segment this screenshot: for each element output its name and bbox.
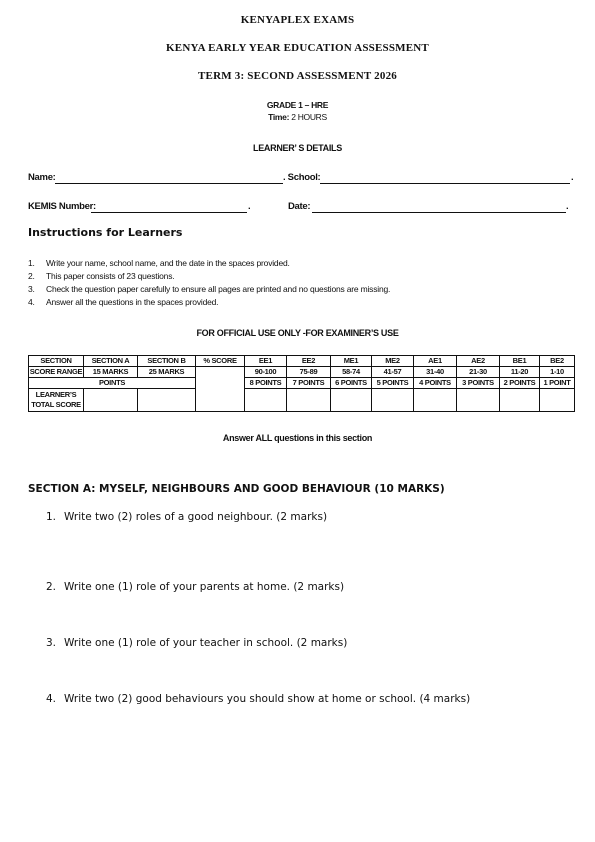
instruction-item: 4. Answer all the questions in the spaces provided. [28,297,219,307]
table-cell: 75-89 [287,367,331,378]
name-field[interactable] [55,173,283,184]
score-cell[interactable] [245,389,287,412]
official-use-heading: FOR OFFICIAL USE ONLY -FOR EXAMINER’S USE [196,328,399,338]
table-cell: 41-57 [372,367,414,378]
score-table [28,355,575,412]
table-cell: 7 POINTS [287,378,331,389]
table-cell: 31-40 [414,367,457,378]
kemis-end-dot: . [248,201,251,212]
section-b-score-cell[interactable] [138,389,196,412]
score-cell[interactable] [331,389,372,412]
name-label: Name: [28,172,56,183]
time-label: Time: [268,112,290,122]
table-cell: 25 MARKS [138,367,196,378]
instruction-item: 3. Check the question paper carefully to ensure all pages are printed and no questions are missing. [28,284,391,294]
table-cell: SECTION A [84,356,138,367]
instruction-item: 1. Write your name, school name, and the date in the spaces provided. [28,258,290,268]
question-text: Write one (1) role of your parents at home. (2 marks) [64,581,345,593]
table-cell: 8 POINTS [245,378,287,389]
table-cell: BE1 [500,356,540,367]
instructions-title: Instructions for Learners [28,226,183,239]
table-cell: AE1 [414,356,457,367]
kemis-field[interactable] [91,202,247,213]
question-number: 1. [46,511,57,523]
table-cell: 3 POINTS [457,378,500,389]
score-cell[interactable] [414,389,457,412]
date-end-dot: . [566,201,569,212]
table-row [29,367,575,378]
score-cell[interactable] [540,389,575,412]
score-cell[interactable] [372,389,414,412]
question-text: Write two (2) roles of a good neighbour. (2 marks) [64,511,328,523]
instructions-list [28,258,390,310]
table-cell: SECTION [29,356,84,367]
question-2 [46,581,344,593]
time-line [0,112,595,122]
question-1 [46,511,327,523]
learner-total-score-label: LEARNER’S TOTAL SCORE [29,389,84,412]
table-cell: AE2 [457,356,500,367]
table-cell: 58-74 [331,367,372,378]
table-cell: 4 POINTS [414,378,457,389]
question-4 [46,693,470,705]
table-cell: 11-20 [500,367,540,378]
question-3 [46,637,347,649]
table-cell: 6 POINTS [331,378,372,389]
question-text: Write one (1) role of your teacher in school. (2 marks) [64,637,348,649]
table-cell: EE2 [287,356,331,367]
question-number: 4. [46,693,57,705]
table-cell: 90-100 [245,367,287,378]
table-cell: SECTION B [138,356,196,367]
table-cell: SCORE RANGE [29,367,83,376]
term-title: TERM 3: SECOND ASSESSMENT 2026 [198,70,397,82]
table-cell: ME2 [372,356,414,367]
score-cell[interactable] [287,389,331,412]
table-cell: 15 MARKS [84,367,138,378]
table-cell: EE1 [245,356,287,367]
kemis-label: KEMIS Number: [28,201,96,212]
section-a-score-cell[interactable] [84,389,138,412]
question-number: 3. [46,637,57,649]
table-row [29,389,575,412]
date-field[interactable] [312,201,569,213]
table-row [29,356,575,367]
school-label: . School: [283,172,321,183]
table-cell: BE2 [540,356,575,367]
percent-score-cell[interactable] [196,367,245,412]
table-cell: 2 POINTS [500,378,540,389]
table-cell: ME1 [331,356,372,367]
points-label-cell: POINTS [29,378,196,389]
table-cell: % SCORE [196,356,245,367]
table-row [29,378,575,389]
time-value: 2 HOURS [291,112,327,122]
learner-details-title: LEARNER’ S DETAILS [253,143,342,153]
question-number: 2. [46,581,57,593]
assessment-title: KENYA EARLY YEAR EDUCATION ASSESSMENT [166,42,429,54]
score-cell[interactable] [457,389,500,412]
score-cell[interactable] [500,389,540,412]
exam-org-title: KENYAPLEX EXAMS [240,14,355,26]
table-cell: 1 POINT [540,378,575,389]
table-cell: 21-30 [457,367,500,378]
question-text: Write two (2) good behaviours you should show at home or school. (4 marks) [64,693,471,705]
answer-all-note: Answer ALL questions in this section [222,433,373,443]
date-label: Date: [288,201,311,212]
section-a-heading: SECTION A: MYSELF, NEIGHBOURS AND GOOD BEHAVIOUR (10 MARKS) [28,483,445,495]
table-cell: 5 POINTS [372,378,414,389]
grade-subject: GRADE 1 – HRE [266,100,329,110]
school-field[interactable] [320,173,570,184]
school-end-dot: . [571,172,574,183]
table-cell: 1-10 [540,367,575,378]
instruction-item: 2. This paper consists of 23 questions. [28,271,175,281]
